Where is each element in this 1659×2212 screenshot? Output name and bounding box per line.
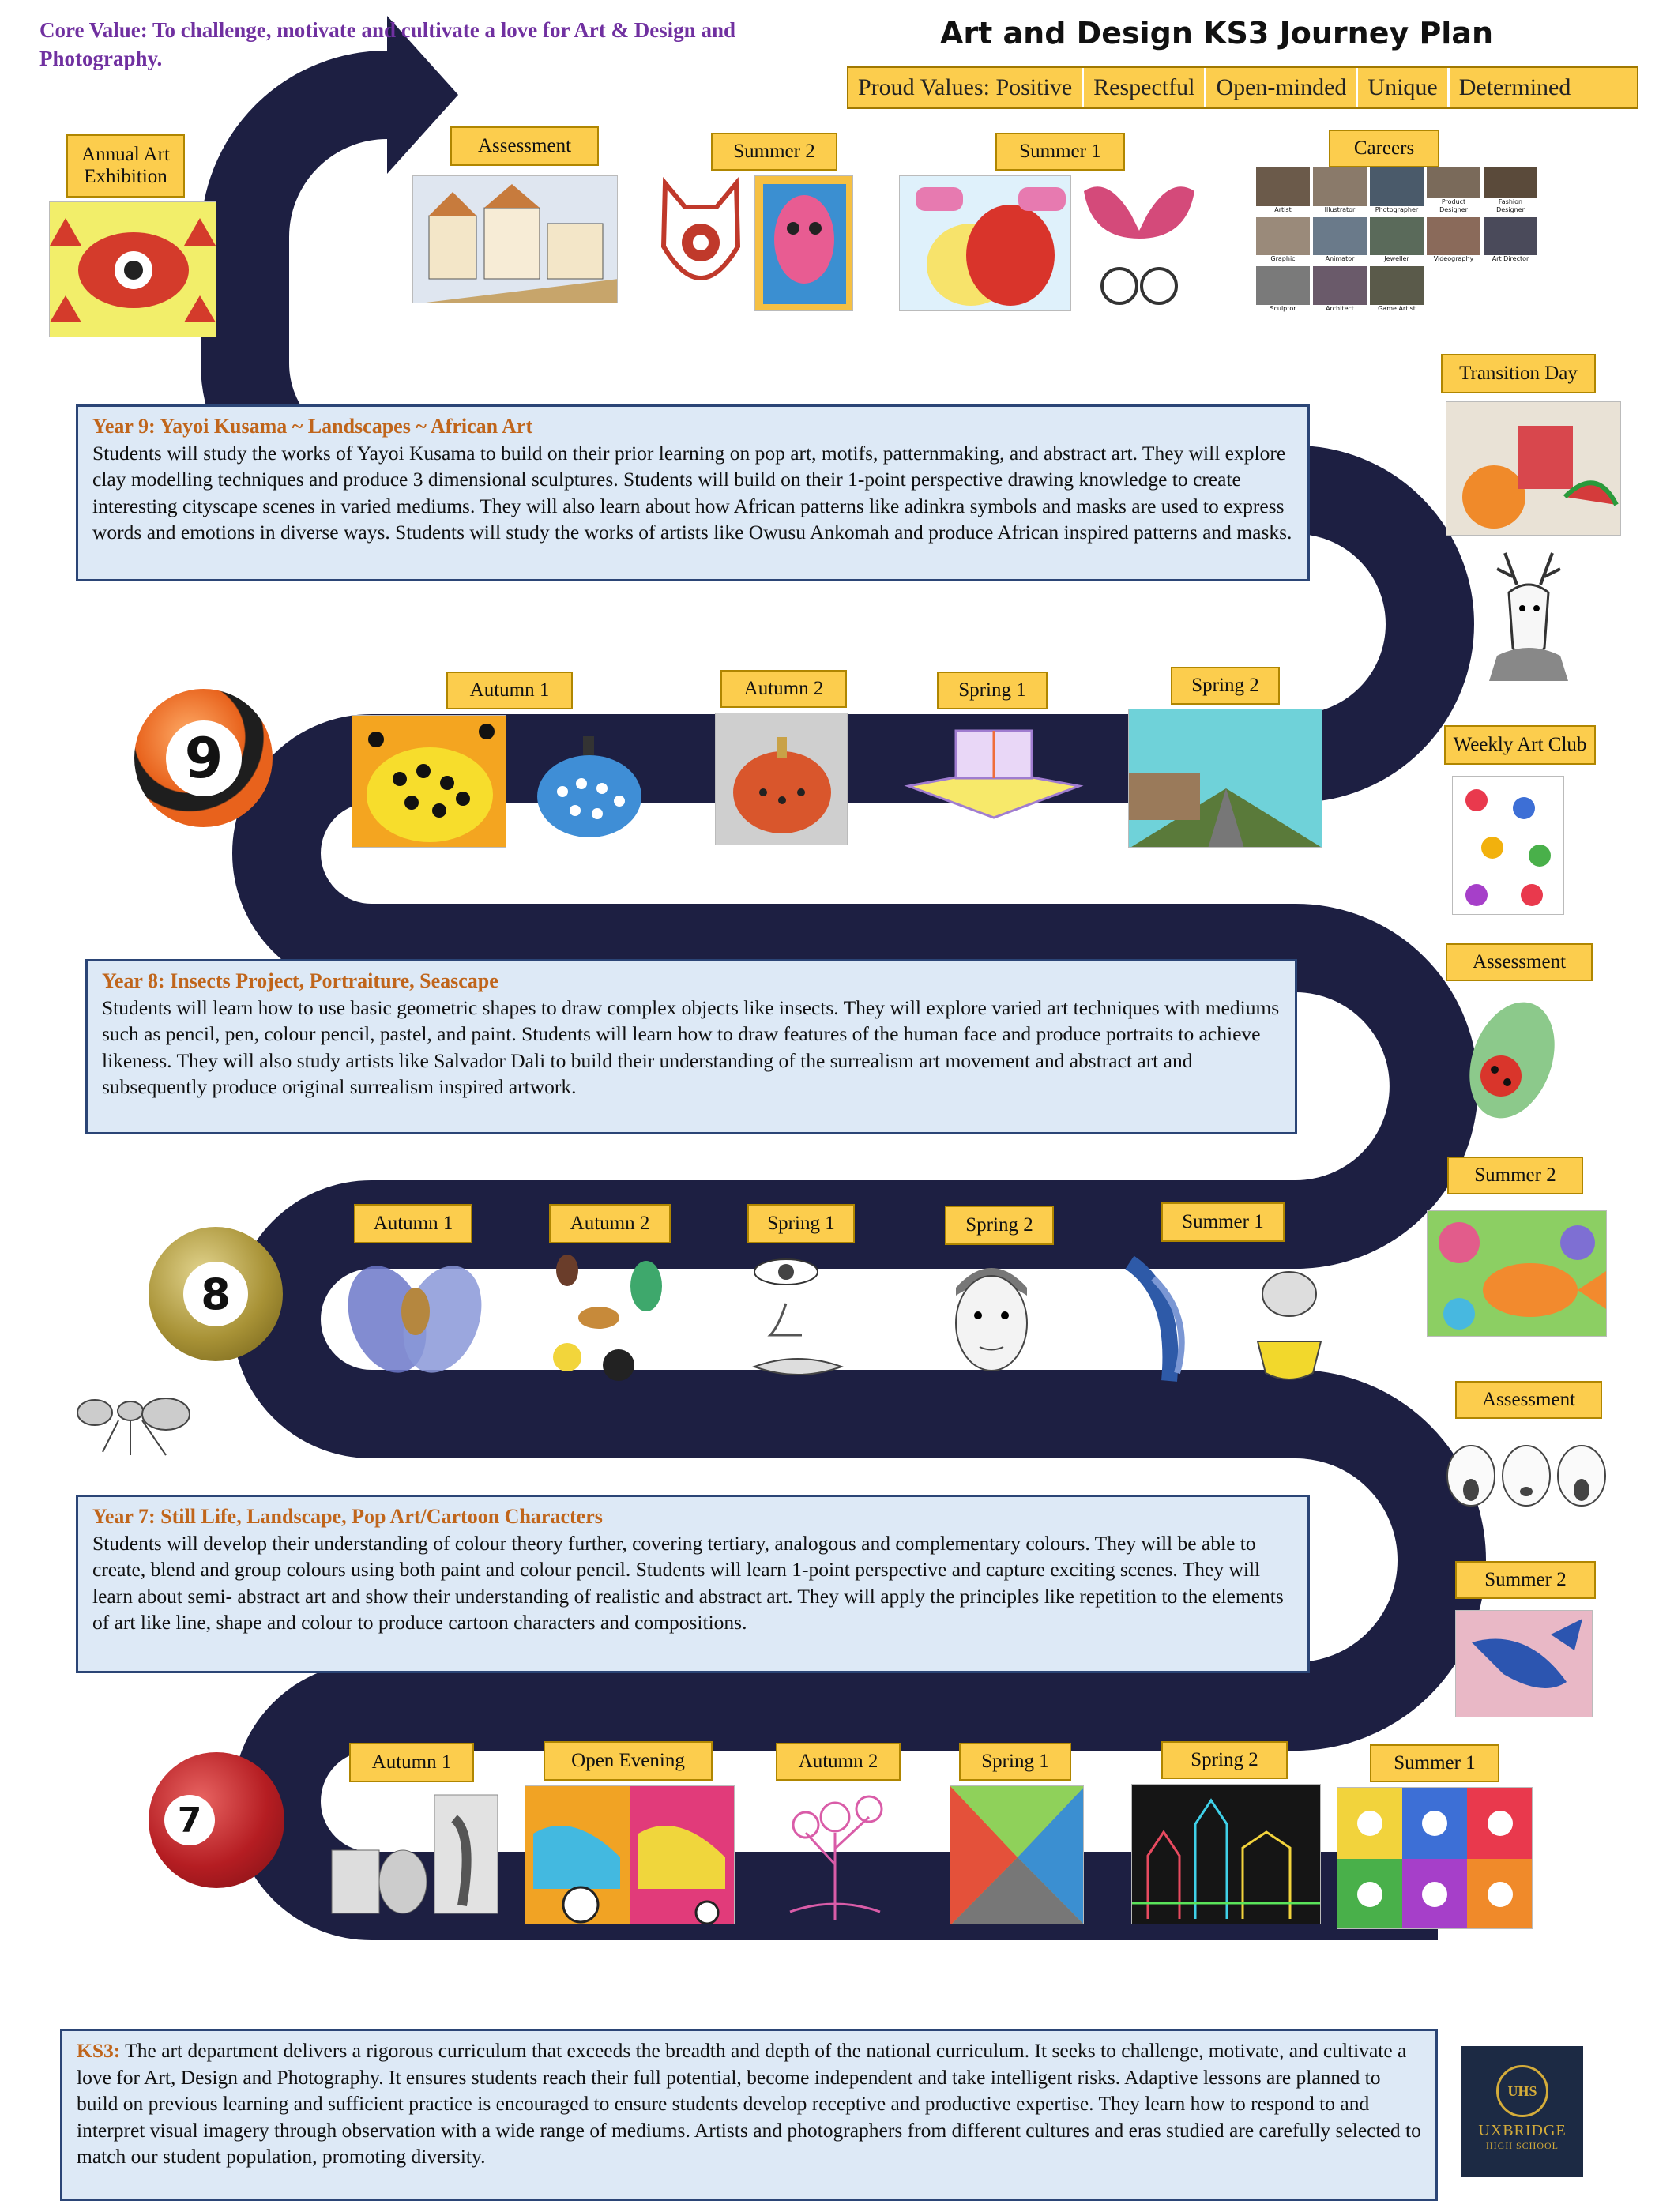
y8-label-autumn1: Autumn 1 bbox=[354, 1204, 472, 1243]
career-tile bbox=[1313, 217, 1367, 264]
y8-portrait-drawing bbox=[932, 1248, 1051, 1387]
y8-label-autumn2: Autumn 2 bbox=[549, 1204, 671, 1243]
y9-landscape-photo bbox=[1128, 709, 1322, 848]
y7-label-autumn1: Autumn 1 bbox=[349, 1743, 474, 1782]
ks3-description bbox=[60, 2029, 1438, 2201]
logo-sub: HIGH SCHOOL bbox=[1486, 2140, 1559, 2151]
y8-label-spring1: Spring 1 bbox=[747, 1204, 855, 1243]
career-tile bbox=[1484, 217, 1537, 264]
career-tile-label: Fashion Designer bbox=[1484, 198, 1537, 214]
career-tile bbox=[1313, 167, 1367, 214]
value-open-minded: Open-minded bbox=[1206, 68, 1358, 107]
y7-label-autumn2: Autumn 2 bbox=[776, 1743, 901, 1781]
y9-label-spring1: Spring 1 bbox=[937, 672, 1048, 709]
y8-insects-sheet bbox=[544, 1247, 676, 1387]
label-summer2-top: Summer 2 bbox=[711, 133, 837, 171]
y9-label-spring2: Spring 2 bbox=[1171, 667, 1280, 705]
career-tile-label: Product Designer bbox=[1427, 198, 1480, 214]
career-tile bbox=[1256, 266, 1310, 313]
career-tile-label: Animator bbox=[1313, 255, 1367, 263]
careers-grid bbox=[1256, 167, 1537, 313]
label-summer1-top: Summer 1 bbox=[995, 133, 1125, 171]
year9-text: Students will study the works of Yayoi Kusama to build on their prior learning on pop art, motifs, patternmaking, and abstract art. They will explore clay modelling techniques and produce 3 dimensional sculptures. Students will build on their 1-point perspective drawing knowledge to create interesting cityscape scenes in varied mediums. They will also learn about how African patterns like adinkra symbols and masks are used to express words and emotions in diverse ways. Students will study the works of artists like Owusu Ankomah and produce African inspired patterns and masks. bbox=[92, 441, 1292, 544]
y8-surreal-banana bbox=[1114, 1247, 1202, 1387]
y9-label-autumn1: Autumn 1 bbox=[446, 672, 573, 709]
page-title: Art and Design KS3 Journey Plan bbox=[940, 16, 1494, 51]
y8-surreal-mouse bbox=[1250, 1247, 1329, 1387]
african-pattern-artwork bbox=[754, 175, 853, 311]
career-tile-label: Videography bbox=[1427, 255, 1480, 263]
value-positive: Proud Values: Positive bbox=[848, 68, 1084, 107]
transition-artwork bbox=[1446, 401, 1621, 536]
career-tile bbox=[1427, 217, 1480, 264]
career-tile bbox=[1256, 217, 1310, 264]
y7-label-spring2: Spring 2 bbox=[1161, 1741, 1288, 1779]
career-tile bbox=[1370, 167, 1424, 214]
pear-artwork bbox=[899, 175, 1071, 311]
y8-label-summer1: Summer 1 bbox=[1161, 1202, 1285, 1242]
career-tile bbox=[1484, 167, 1537, 214]
career-tile-label: Photographer bbox=[1370, 206, 1424, 214]
year9-description bbox=[76, 404, 1310, 581]
school-logo bbox=[1462, 2046, 1583, 2177]
y7-still-life bbox=[316, 1787, 502, 1923]
value-unique: Unique bbox=[1358, 68, 1449, 107]
y7-pop-art-shoes bbox=[525, 1785, 735, 1924]
career-tile-label: Artist bbox=[1256, 206, 1310, 214]
logo-monogram: UHS bbox=[1496, 2065, 1548, 2117]
mask-artwork bbox=[649, 175, 752, 310]
y8-fly-drawing bbox=[348, 1248, 482, 1387]
y8-facial-features bbox=[739, 1248, 857, 1387]
career-tile-label: Game Artist bbox=[1370, 305, 1424, 313]
y7-label-spring1: Spring 1 bbox=[959, 1743, 1071, 1781]
career-tile-label: Illustrator bbox=[1313, 206, 1367, 214]
expression-faces bbox=[1439, 1428, 1613, 1523]
y7-label-open-evening: Open Evening bbox=[544, 1741, 713, 1781]
year8-text: Students will learn how to use basic geometric shapes to draw complex objects like insects. They will explore varied art techniques with mediums such as pencil, pen, colour pencil, pastel, and paint. Students will learn how to draw features of the human face and produce portraits to achieve likeness. They will also study artists like Salvador Dali to build their understanding of the surrealism art movement and abstract art and subsequently produce original surrealism inspired artwork. bbox=[102, 995, 1280, 1098]
y9-perspective-building bbox=[901, 715, 1087, 826]
label-assessment-right2: Assessment bbox=[1455, 1381, 1602, 1419]
weekly-club-artwork bbox=[1452, 776, 1564, 915]
y7-label-summer1: Summer 1 bbox=[1370, 1744, 1499, 1782]
career-tile bbox=[1370, 266, 1424, 313]
career-tile-label: Jeweller bbox=[1370, 255, 1424, 263]
cityscape-artwork bbox=[412, 175, 618, 303]
career-tile bbox=[1256, 167, 1310, 214]
ks3-text: The art department delivers a rigorous curriculum that exceeds the breadth and depth of the national curriculum. It seeks to challenge, motivate, and cultivate a love for Art, Design and Photography. It ensures students reach their full potential, become independent and take intelligent risks. Adaptive lessons are planned to build on previous learning and sufficient practice is encouraged to ensure students develop receptive and productive expertise. They learn how to respond to and interpret visual imagery through observation with a wide range of mediums. Artists and photographers from different cultures and eras studied are carefully selected to match our student population, promoting diversity. bbox=[77, 2039, 1421, 2168]
y9-pumpkin-blue bbox=[531, 728, 648, 845]
fish-artwork bbox=[1427, 1210, 1607, 1337]
y9-label-autumn2: Autumn 2 bbox=[720, 670, 847, 708]
label-annual-exhibition: Annual Art Exhibition bbox=[66, 134, 185, 198]
year8-heading: Year 8: Insects Project, Portraiture, Seascape bbox=[102, 969, 498, 992]
ball-9-number: 9 bbox=[166, 720, 242, 796]
proud-values-bar bbox=[847, 66, 1638, 109]
career-tile bbox=[1370, 217, 1424, 264]
year7-text: Students will develop their understanding of colour theory further, covering tertiary, analogous and complementary colours. They will be able to create, blend and group colours using both paint and colour pencil. Students will learn 1-point perspective and capture exciting scenes. They will learn about semi- abstract art and show their understanding of realistic and abstract art. They will apply the principles like repetition to the elements of art like line, shape and colour to produce cartoon characters and compositions. bbox=[92, 1531, 1284, 1634]
career-tile bbox=[1313, 266, 1367, 313]
y8-label-spring2: Spring 2 bbox=[945, 1206, 1054, 1245]
y9-clay-pumpkin bbox=[715, 713, 848, 845]
label-summer2-right1: Summer 2 bbox=[1447, 1157, 1583, 1194]
career-tile-label: Architect bbox=[1313, 305, 1367, 313]
ks3-lead: KS3: bbox=[77, 2039, 121, 2062]
career-tile bbox=[1427, 167, 1480, 214]
ball-8-number: 8 bbox=[183, 1262, 248, 1326]
label-transition-day: Transition Day bbox=[1441, 354, 1596, 393]
career-tile-label: Art Director bbox=[1484, 255, 1537, 263]
y7-pop-art-characters bbox=[1337, 1787, 1533, 1929]
career-tile-label: Sculptor bbox=[1256, 305, 1310, 313]
exhibition-artwork bbox=[49, 201, 216, 337]
label-assessment-top: Assessment bbox=[450, 126, 599, 166]
label-assessment-right1: Assessment bbox=[1446, 943, 1593, 981]
year9-heading: Year 9: Yayoi Kusama ~ Landscapes ~ African Art bbox=[92, 415, 533, 438]
year8-description bbox=[85, 959, 1297, 1134]
value-determined: Determined bbox=[1458, 74, 1571, 100]
clay-whale-photo bbox=[1455, 1610, 1593, 1717]
label-careers: Careers bbox=[1329, 130, 1439, 167]
career-tile-label: Graphic bbox=[1256, 255, 1310, 263]
deer-artwork bbox=[1473, 545, 1584, 681]
y7-scratch-art-city bbox=[1131, 1784, 1321, 1924]
year7-description bbox=[76, 1495, 1310, 1673]
ladybird-leaf-artwork bbox=[1462, 997, 1561, 1131]
year7-heading: Year 7: Still Life, Landscape, Pop Art/Cartoon Characters bbox=[92, 1505, 603, 1528]
value-respectful: Respectful bbox=[1084, 68, 1206, 107]
ant-drawing bbox=[63, 1373, 198, 1460]
ball-7-number: 7 bbox=[164, 1795, 215, 1845]
scissors-artwork bbox=[1076, 175, 1202, 311]
y7-perspective-street bbox=[950, 1785, 1084, 1924]
logo-name: UXBRIDGE bbox=[1478, 2122, 1567, 2139]
y7-flower-drawing bbox=[774, 1785, 896, 1924]
label-weekly-art-club: Weekly Art Club bbox=[1444, 725, 1596, 765]
label-summer2-right2: Summer 2 bbox=[1455, 1561, 1596, 1599]
core-value: Core Value: To challenge, motivate and cultivate a love for Art & Design and Photography. bbox=[40, 18, 735, 70]
y9-pumpkin-yellow bbox=[352, 715, 506, 848]
